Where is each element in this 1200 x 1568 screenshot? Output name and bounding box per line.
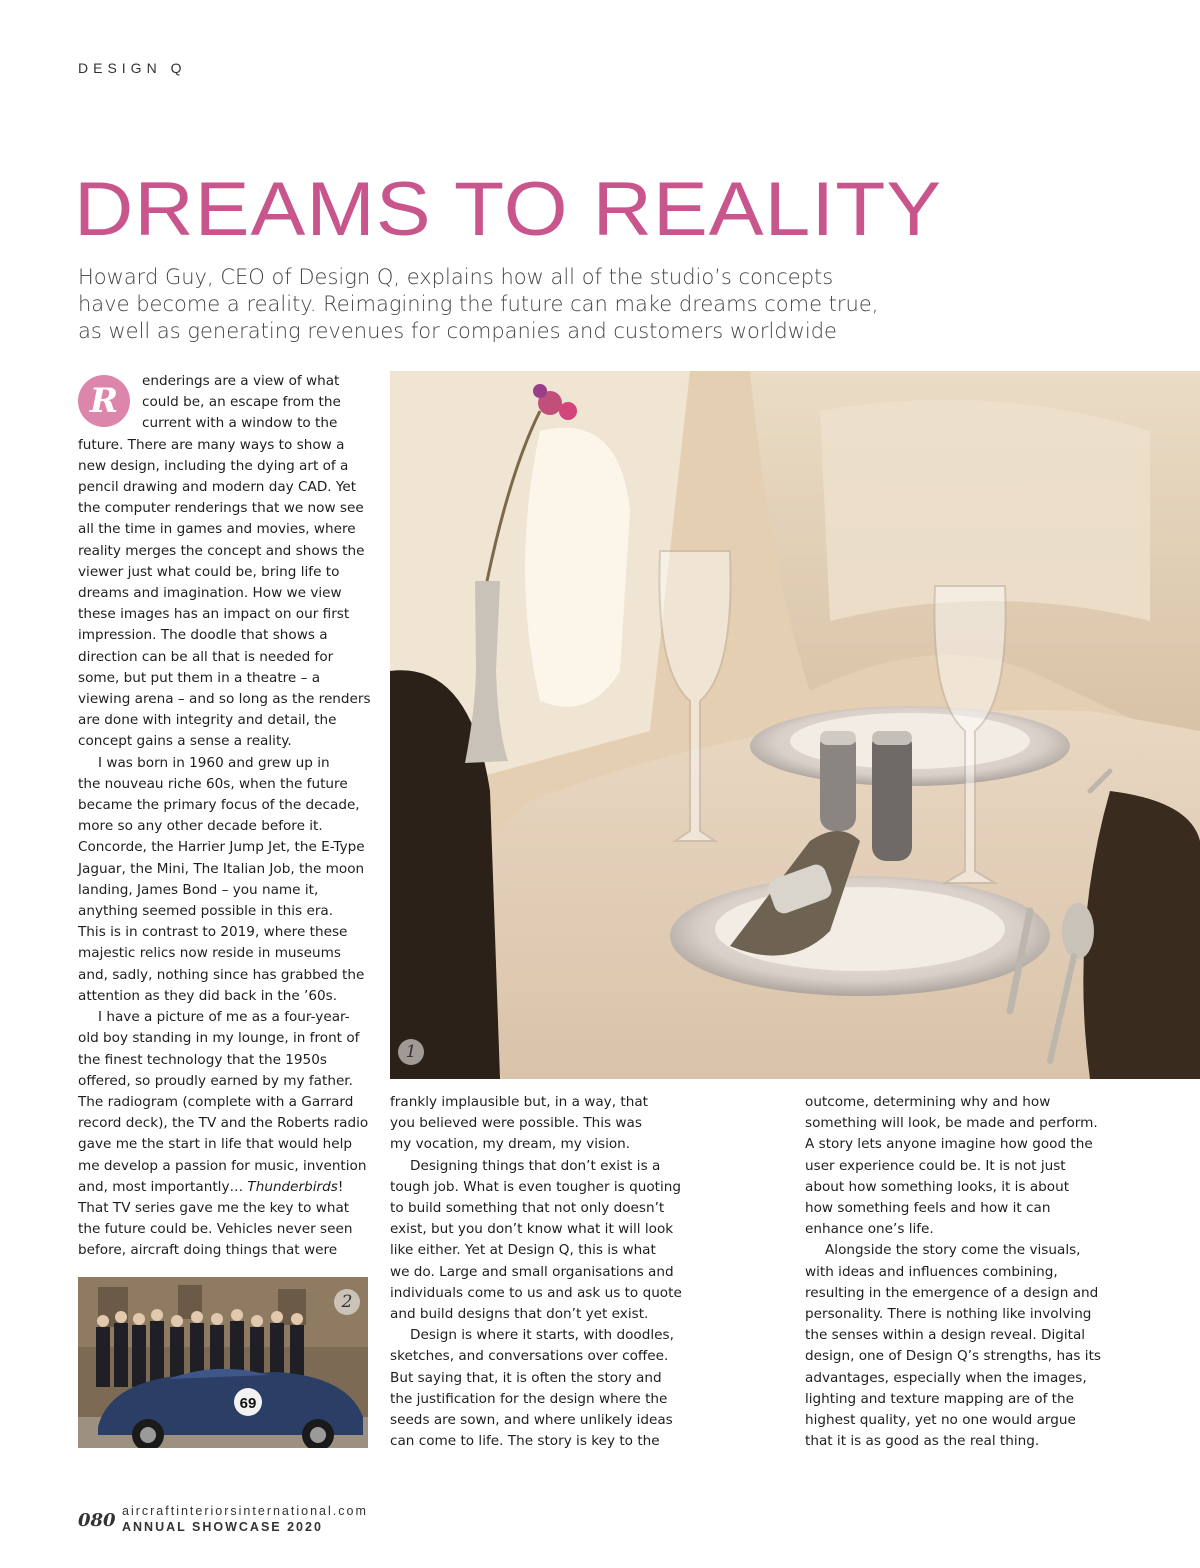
- text-line: are done with integrity and detail, the: [78, 712, 337, 729]
- text-line: A story lets anyone imagine how good the: [805, 1136, 1093, 1153]
- drop-cap: R: [78, 375, 130, 427]
- text-line: direction can be all that is needed for: [78, 648, 334, 665]
- body-column-1: [78, 371, 378, 1262]
- text-line: gave me the start in life that would help: [78, 1136, 353, 1153]
- text-line: future. There are many ways to show a: [78, 436, 345, 453]
- text-line: how something feels and how it can: [805, 1200, 1051, 1217]
- text-line: current with a window to the: [142, 415, 338, 432]
- text-line: advantages, especially when the images,: [805, 1369, 1087, 1386]
- standfirst: [78, 264, 1078, 345]
- standfirst-line: Howard Guy, CEO of Design Q, explains how all of the studio’s concepts: [78, 265, 834, 289]
- dining-table-illustration: [390, 371, 1200, 1079]
- text-line: design, one of Design Q’s strengths, has its: [805, 1348, 1101, 1365]
- text-line: seeds are sown, and where unlikely ideas: [390, 1412, 673, 1429]
- text-line: could be, an escape from the: [142, 394, 341, 411]
- text-line: these images has an impact on our first: [78, 606, 350, 623]
- text-line: dreams and imagination. How we view: [78, 585, 342, 602]
- text-line: we do. Large and small organisations and: [390, 1263, 674, 1280]
- text-line: and build designs that don’t yet exist.: [390, 1306, 649, 1323]
- text-line: the senses within a design reveal. Digital: [805, 1327, 1086, 1344]
- text-line: like either. Yet at Design Q, this is what: [390, 1242, 656, 1259]
- text-line: highest quality, yet no one would argue: [805, 1412, 1076, 1429]
- text-line: something will look, be made and perform.: [805, 1115, 1098, 1132]
- text-line: outcome, determining why and how: [805, 1094, 1051, 1110]
- text-line: new design, including the dying art of a: [78, 457, 349, 474]
- text-line: with ideas and influences combining,: [805, 1263, 1058, 1280]
- text-line: the finest technology that the 1950s: [78, 1051, 327, 1068]
- text-line: user experience could be. It is not just: [805, 1157, 1066, 1174]
- text-line: Designing things that don’t exist is a: [410, 1157, 661, 1174]
- text-line: old boy standing in my lounge, in front of: [78, 1030, 360, 1047]
- car-race-number: 69: [239, 1395, 257, 1412]
- text-line: But saying that, it is often the story and: [390, 1369, 662, 1386]
- opening-lines: [78, 371, 378, 435]
- article-title: DREAMS TO REALITY: [74, 167, 943, 252]
- text-line: about how something looks, it is about: [805, 1178, 1070, 1195]
- text-line: individuals come to us and ask us to quote: [390, 1284, 682, 1301]
- text-line: became the primary focus of the decade,: [78, 797, 360, 814]
- text-line: offered, so proudly earned by my father.: [78, 1072, 353, 1089]
- photo-number-badge: 1: [398, 1039, 424, 1065]
- text-line: Alongside the story come the visuals,: [825, 1242, 1081, 1259]
- text-line: record deck), the TV and the Roberts radio: [78, 1115, 369, 1132]
- text-line: me develop a passion for music, invention: [78, 1157, 367, 1174]
- text-line: majestic relics now reside in museums: [78, 945, 341, 962]
- photo-number-badge: 2: [334, 1289, 360, 1315]
- text-line: I have a picture of me as a four-year-: [98, 1009, 350, 1026]
- text-line: attention as they did back in the ’60s.: [78, 987, 338, 1004]
- text-line: pencil drawing and modern day CAD. Yet: [78, 479, 357, 496]
- text-line: anything seemed possible in this era.: [78, 903, 334, 920]
- section-label: DESIGN Q: [78, 60, 187, 76]
- text-line: Concorde, the Harrier Jump Jet, the E-Type: [78, 839, 365, 856]
- text-line: before, aircraft doing things that were: [78, 1242, 338, 1259]
- text-line: viewing arena – and so long as the renders: [78, 691, 371, 708]
- text-line: to build something that not only doesn’t: [390, 1200, 665, 1217]
- body-column-3: [805, 1092, 1105, 1452]
- text-line: I was born in 1960 and grew up in: [98, 754, 330, 771]
- series-title: Thunderbirds: [247, 1178, 338, 1195]
- issue-label: ANNUAL SHOWCASE 2020: [122, 1520, 323, 1534]
- text-line: impression. The doodle that shows a: [78, 627, 328, 644]
- website-url: aircraftinteriorsinternational.com: [122, 1504, 368, 1518]
- column-2-lines: [390, 1092, 690, 1452]
- text-line: lighting and texture mapping are of the: [805, 1390, 1074, 1407]
- text-line: enderings are a view of what: [142, 373, 340, 389]
- text-line: and, most importantly… Thunderbirds!: [78, 1178, 344, 1195]
- text-line: Design is where it starts, with doodles,: [410, 1327, 674, 1344]
- text-line: Jaguar, the Mini, The Italian Job, the moon: [78, 860, 365, 877]
- text-line: enhance one’s life.: [805, 1221, 934, 1238]
- text-line: personality. There is nothing like involving: [805, 1306, 1092, 1323]
- text-line: That TV series gave me the key to what: [78, 1199, 350, 1216]
- text-line: tough job. What is even tougher is quoting: [390, 1178, 681, 1195]
- body-column-2: [390, 1092, 690, 1452]
- page-number: 080: [78, 1510, 116, 1531]
- text-line: frankly implausible but, in a way, that: [390, 1094, 648, 1110]
- text-line: the justification for the design where the: [390, 1390, 668, 1407]
- text-line: you believed were possible. This was: [390, 1115, 642, 1132]
- text-line: all the time in games and movies, where: [78, 521, 356, 538]
- standfirst-line: as well as generating revenues for companies and customers worldwide: [78, 319, 837, 343]
- text-line: This is in contrast to 2019, where these: [78, 924, 348, 941]
- text-line: sketches, and conversations over coffee.: [390, 1348, 669, 1365]
- text-line: the nouveau riche 60s, when the future: [78, 775, 348, 792]
- column-1-lines: [78, 435, 378, 1262]
- text-line: The radiogram (complete with a Garrard: [78, 1093, 354, 1110]
- column-3-lines: [805, 1092, 1105, 1452]
- text-line: that it is as good as the real thing.: [805, 1433, 1040, 1450]
- text-line: can come to life. The story is key to the: [390, 1433, 660, 1450]
- dining-table-photo: [390, 371, 1200, 1079]
- text-line: exist, but you don’t know what it will look: [390, 1221, 674, 1238]
- text-line: the computer renderings that we now see: [78, 500, 364, 517]
- text-line: and, sadly, nothing since has grabbed the: [78, 966, 365, 983]
- text-line: resulting in the emergence of a design and: [805, 1284, 1099, 1301]
- text-line: landing, James Bond – you name it,: [78, 881, 319, 898]
- text-line: concept gains a sense a reality.: [78, 733, 292, 750]
- text-line: my vocation, my dream, my vision.: [390, 1136, 631, 1153]
- team-with-car-photo: [78, 1277, 368, 1448]
- team-car-illustration: [78, 1277, 368, 1448]
- standfirst-line: have become a reality. Reimagining the future can make dreams come true,: [78, 292, 879, 316]
- text-line: more so any other decade before it.: [78, 818, 323, 835]
- text-line: some, but put them in a theatre – a: [78, 669, 321, 686]
- text-line: viewer just what could be, bring life to: [78, 563, 340, 580]
- text-line: the future could be. Vehicles never seen: [78, 1221, 353, 1238]
- text-line: reality merges the concept and shows the: [78, 542, 365, 559]
